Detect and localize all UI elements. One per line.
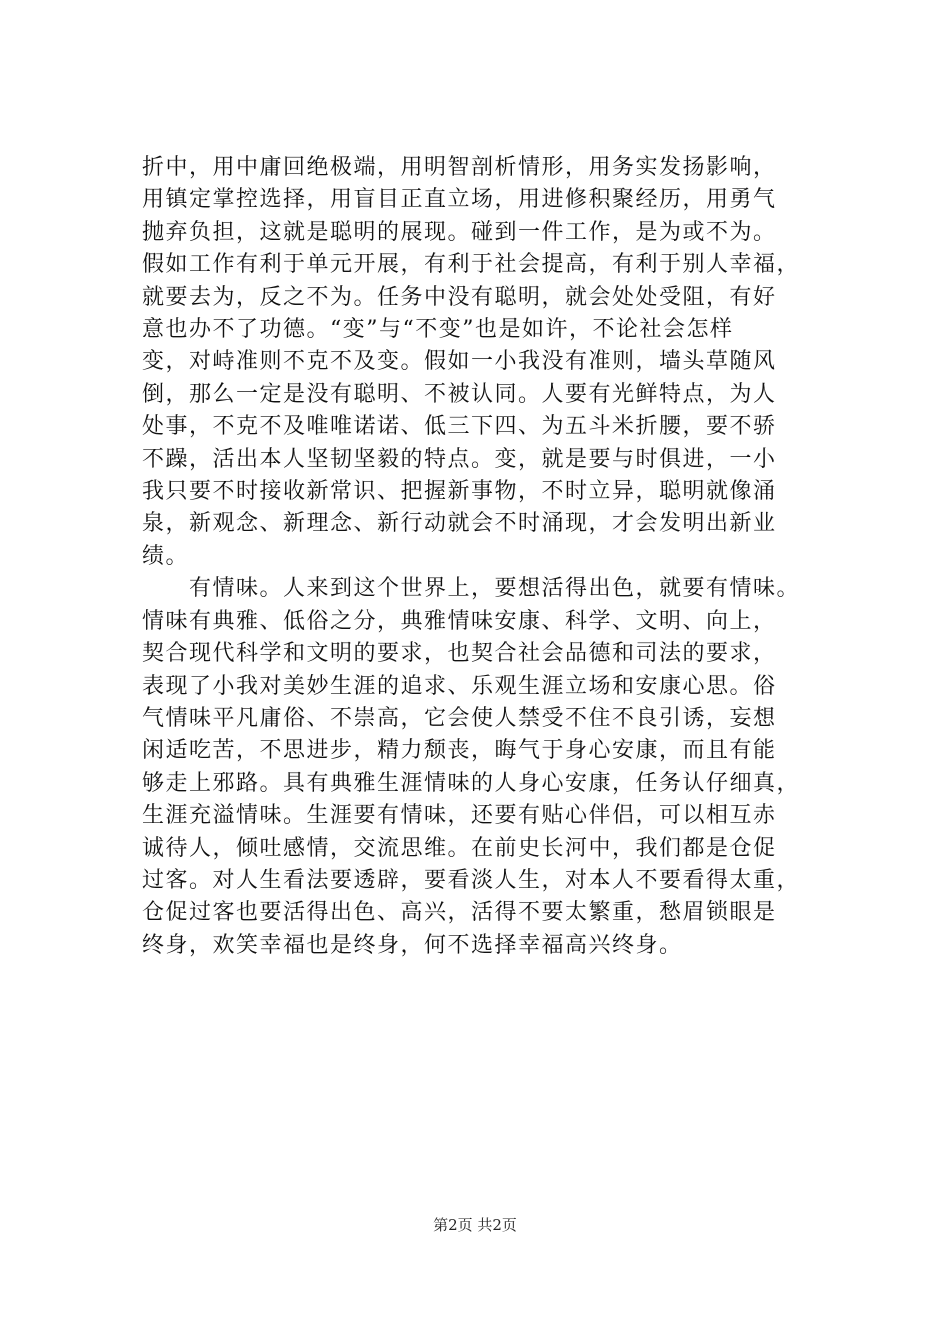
text-line: 意也办不了功德。“变”与“不变”也是如许，不论社会怎样 [142, 317, 734, 343]
text-line: 倒，那么一定是没有聪明、不被认同。人要有光鲜特点，为人 [142, 381, 777, 407]
text-line: 过客。对人生看法要透辟，要看淡人生，对本人不要看得太重， [142, 867, 801, 893]
text-line: 生涯充溢情味。生涯要有情味，还要有贴心伴侣，可以相互赤 [142, 803, 777, 829]
text-line: 绩。 [142, 543, 190, 569]
text-line: 够走上邪路。具有典雅生涯情味的人身心安康，任务认仔细真， [142, 770, 801, 796]
text-line: 我只要不时接收新常识、把握新事物，不时立异，聪明就像涌 [142, 479, 777, 505]
text-line: 有情味。人来到这个世界上，要想活得出色，就要有情味。 [142, 576, 801, 602]
text-line: 泉，新观念、新理念、新行动就会不时涌现，才会发明出新业 [142, 511, 777, 537]
text-line: 折中，用中庸回绝极端，用明智剖析情形，用务实发扬影响， [142, 155, 777, 180]
text-line: 用镇定掌控选择，用盲目正直立场，用进修积聚经历，用勇气 [142, 187, 777, 213]
text-line: 就要去为，反之不为。任务中没有聪明，就会处处受阻，有好 [142, 284, 777, 310]
text-line: 不躁，活出本人坚韧坚毅的特点。变，就是要与时俱进，一小 [142, 446, 777, 472]
text-line: 仓促过客也要活得出色、高兴，活得不要太繁重，愁眉锁眼是 [142, 900, 777, 926]
text-line: 处事，不克不及唯唯诺诺、低三下四、为五斗米折腰，要不骄 [142, 414, 777, 440]
text-line: 契合现代科学和文明的要求，也契合社会品德和司法的要求， [142, 641, 777, 667]
text-line: 闲适吃苦，不思进步，精力颓丧，晦气于身心安康，而且有能 [142, 738, 777, 764]
text-line: 抛弃负担，这就是聪明的展现。碰到一件工作，是为或不为。 [142, 219, 777, 245]
page-number-footer: 第2页 共2页 [433, 1216, 517, 1234]
text-line: 表现了小我对美妙生涯的追求、乐观生涯立场和安康心思。俗 [142, 673, 777, 699]
text-line: 假如工作有利于单元开展，有利于社会提高，有利于别人幸福， [142, 252, 801, 278]
text-line: 变，对峙准则不克不及变。假如一小我没有准则，墙头草随风 [142, 349, 777, 375]
text-line: 诚待人，倾吐感情，交流思维。在前史长河中，我们都是仓促 [142, 835, 777, 861]
text-line: 终身，欢笑幸福也是终身，何不选择幸福高兴终身。 [142, 932, 683, 958]
body-text [142, 152, 810, 962]
text-line: 情味有典雅、低俗之分，典雅情味安康、科学、文明、向上， [142, 608, 777, 634]
text-line: 气情味平凡庸俗、不崇高，它会使人禁受不住不良引诱，妄想 [142, 705, 777, 731]
